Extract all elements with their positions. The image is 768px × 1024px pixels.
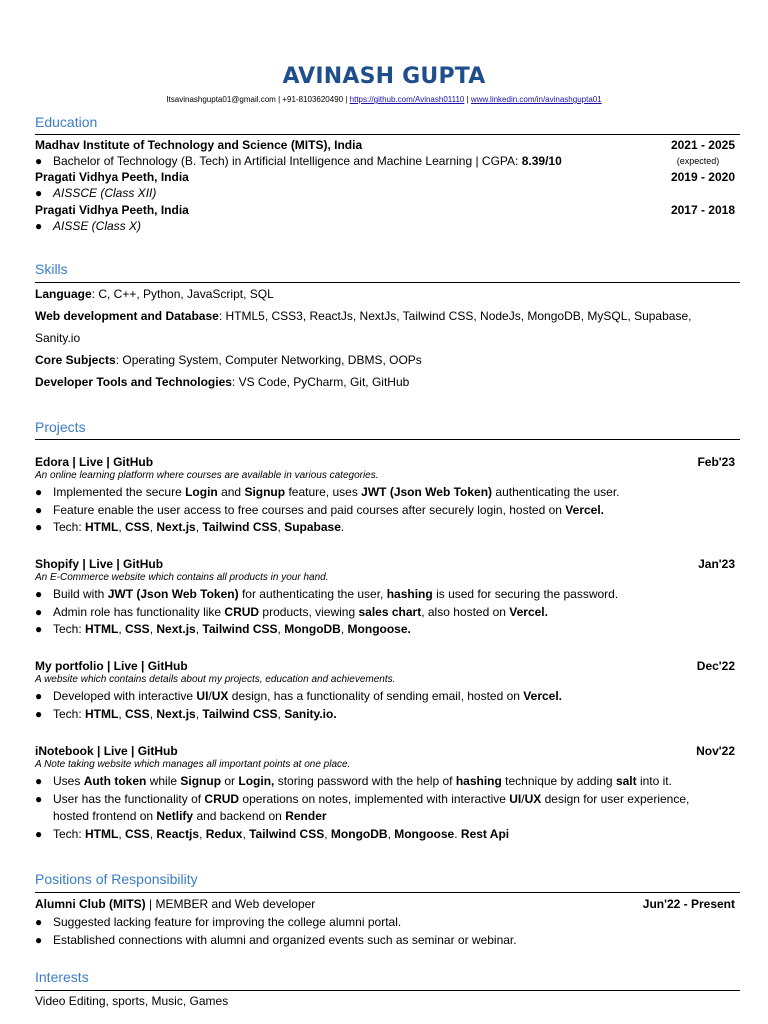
skill-row-webdev-cont: Sanity.io bbox=[35, 331, 81, 345]
edu-years-1: 2021 - 2025 bbox=[670, 138, 735, 152]
projects-heading: Projects bbox=[35, 419, 86, 435]
phone-text: +91-8103620490 bbox=[282, 95, 344, 104]
interests-rule bbox=[35, 990, 740, 991]
bullet-dot: ● bbox=[35, 502, 43, 517]
edu-detail-2: ● AISSCE (Class XII) bbox=[35, 186, 157, 200]
projects-rule bbox=[35, 439, 740, 440]
skill-row-language: Language: C, C++, Python, JavaScript, SQL bbox=[35, 287, 274, 301]
edu-detail-1: ● Bachelor of Technology (B. Tech) in Artificial Intelligence and Machine Learning | CGPA: 8.39/10 bbox=[35, 154, 562, 168]
project-description: A website which contains details about my projects, education and achievements. bbox=[35, 674, 396, 685]
responsibility-rule bbox=[35, 892, 740, 893]
project-bullet-continuation: hosted frontend on Netlify and backend on Render bbox=[53, 809, 327, 823]
responsibility-heading: Positions of Responsibility bbox=[35, 871, 198, 887]
project-date: Nov'22 bbox=[696, 744, 735, 758]
bullet-dot: ● bbox=[35, 706, 43, 721]
edu-detail-3: ● AISSE (Class X) bbox=[35, 219, 142, 233]
responsibility-org-line: Alumni Club (MITS) | MEMBER and Web developer bbox=[35, 897, 316, 911]
bullet-dot: ● bbox=[35, 622, 43, 636]
education-rule bbox=[35, 134, 740, 135]
project-date: Jan'23 bbox=[698, 557, 735, 571]
project-date: Dec'22 bbox=[696, 659, 735, 673]
candidate-name: AVINASH GUPTA bbox=[282, 64, 486, 89]
bullet-dot: ● bbox=[35, 826, 43, 841]
project-bullet: ● User has the functionality of CRUD operations on notes, implemented with interactive UI/UX design for user experience, bbox=[35, 791, 690, 806]
project-date: Feb'23 bbox=[697, 455, 735, 469]
skills-heading: Skills bbox=[35, 261, 68, 277]
skills-rule bbox=[35, 282, 740, 283]
project-description: An online learning platform where courses are available in various categories. bbox=[35, 470, 379, 481]
edu-school-3: Pragati Vidhya Peeth, India bbox=[35, 203, 189, 217]
bullet-dot: ● bbox=[35, 915, 43, 929]
github-link[interactable]: https://github.com/Avinash01110 bbox=[349, 95, 465, 104]
project-title: Edora | Live | GitHub bbox=[35, 455, 154, 469]
interests-text: Video Editing, sports, Music, Games bbox=[35, 994, 229, 1008]
project-bullet: ● Developed with interactive UI/UX design, has a functionality of sending email, hosted on Vercel. bbox=[35, 689, 562, 703]
project-bullet: ● Implemented the secure Login and Signup feature, uses JWT (Json Web Token) authenticating the user. bbox=[35, 485, 620, 499]
edu-note-1: (expected) bbox=[676, 156, 720, 166]
bullet-dot: ● bbox=[35, 485, 43, 499]
project-bullet: ● Uses Auth token while Signup or Login, storing password with the help of hashing technique by adding salt into it. bbox=[35, 774, 672, 788]
project-bullet: ● Admin role has functionality like CRUD products, viewing sales chart, also hosted on Vercel. bbox=[35, 604, 548, 619]
project-bullet: ● Feature enable the user access to free courses and paid courses after securely login, hosted on Vercel. bbox=[35, 502, 604, 517]
project-bullet: ● Tech: HTML, CSS, Next.js, Tailwind CSS, MongoDB, Mongoose. bbox=[35, 622, 411, 636]
project-title: Shopify | Live | GitHub bbox=[35, 557, 164, 571]
bullet-dot: ● bbox=[35, 520, 43, 534]
responsibility-date: Jun'22 - Present bbox=[642, 897, 735, 911]
edu-years-2: 2019 - 2020 bbox=[670, 170, 735, 184]
email-text: Itsavinashgupta01@gmail.com bbox=[166, 95, 276, 104]
skill-row-tools: Developer Tools and Technologies: VS Code, PyCharm, Git, GitHub bbox=[35, 375, 410, 389]
edu-school-2: Pragati Vidhya Peeth, India bbox=[35, 170, 189, 184]
bullet-dot: ● bbox=[35, 604, 43, 619]
edu-years-3: 2017 - 2018 bbox=[670, 203, 735, 217]
bullet-dot: ● bbox=[35, 791, 43, 806]
interests-heading: Interests bbox=[35, 969, 89, 985]
bullet-dot: ● bbox=[35, 587, 43, 601]
bullet-dot: ● bbox=[35, 154, 43, 168]
project-bullet: ● Tech: HTML, CSS, Reactjs, Redux, Tailwind CSS, MongoDB, Mongoose. Rest Api bbox=[35, 826, 510, 841]
bullet-dot: ● bbox=[35, 219, 43, 233]
project-description: A Note taking website which manages all important points at one place. bbox=[35, 759, 351, 770]
project-title: iNotebook | Live | GitHub bbox=[35, 744, 178, 758]
skill-row-core: Core Subjects: Operating System, Computer Networking, DBMS, OOPs bbox=[35, 353, 422, 367]
education-heading: Education bbox=[35, 114, 98, 130]
skill-row-webdev: Web development and Database: HTML5, CSS3, ReactJs, NextJs, Tailwind CSS, NodeJs, MongoDB, MySQL, Supabase, bbox=[35, 309, 692, 323]
contact-line: Itsavinashgupta01@gmail.com | +91-8103620490 | https://github.com/Avinash01110 | www.linkedin.com/in/avinashgupta01 bbox=[166, 95, 602, 104]
project-bullet: ● Tech: HTML, CSS, Next.js, Tailwind CSS, Supabase. bbox=[35, 520, 345, 534]
project-bullet: ● Build with JWT (Json Web Token) for authenticating the user, hashing is used for securing the password. bbox=[35, 587, 619, 601]
bullet-dot: ● bbox=[35, 186, 43, 200]
project-bullet: ● Tech: HTML, CSS, Next.js, Tailwind CSS, Sanity.io. bbox=[35, 706, 337, 721]
edu-school-1: Madhav Institute of Technology and Science (MITS), India bbox=[35, 138, 363, 152]
project-description: An E-Commerce website which contains all products in your hand. bbox=[35, 572, 329, 583]
bullet-dot: ● bbox=[35, 933, 43, 947]
responsibility-bullet: ● Suggested lacking feature for improving the college alumni portal. bbox=[35, 915, 402, 929]
linkedin-link[interactable]: www.linkedin.com/in/avinashgupta01 bbox=[470, 95, 602, 104]
bullet-dot: ● bbox=[35, 689, 43, 703]
responsibility-bullet: ● Established connections with alumni and organized events such as seminar or webinar. bbox=[35, 933, 517, 947]
bullet-dot: ● bbox=[35, 774, 43, 788]
project-title: My portfolio | Live | GitHub bbox=[35, 659, 188, 673]
